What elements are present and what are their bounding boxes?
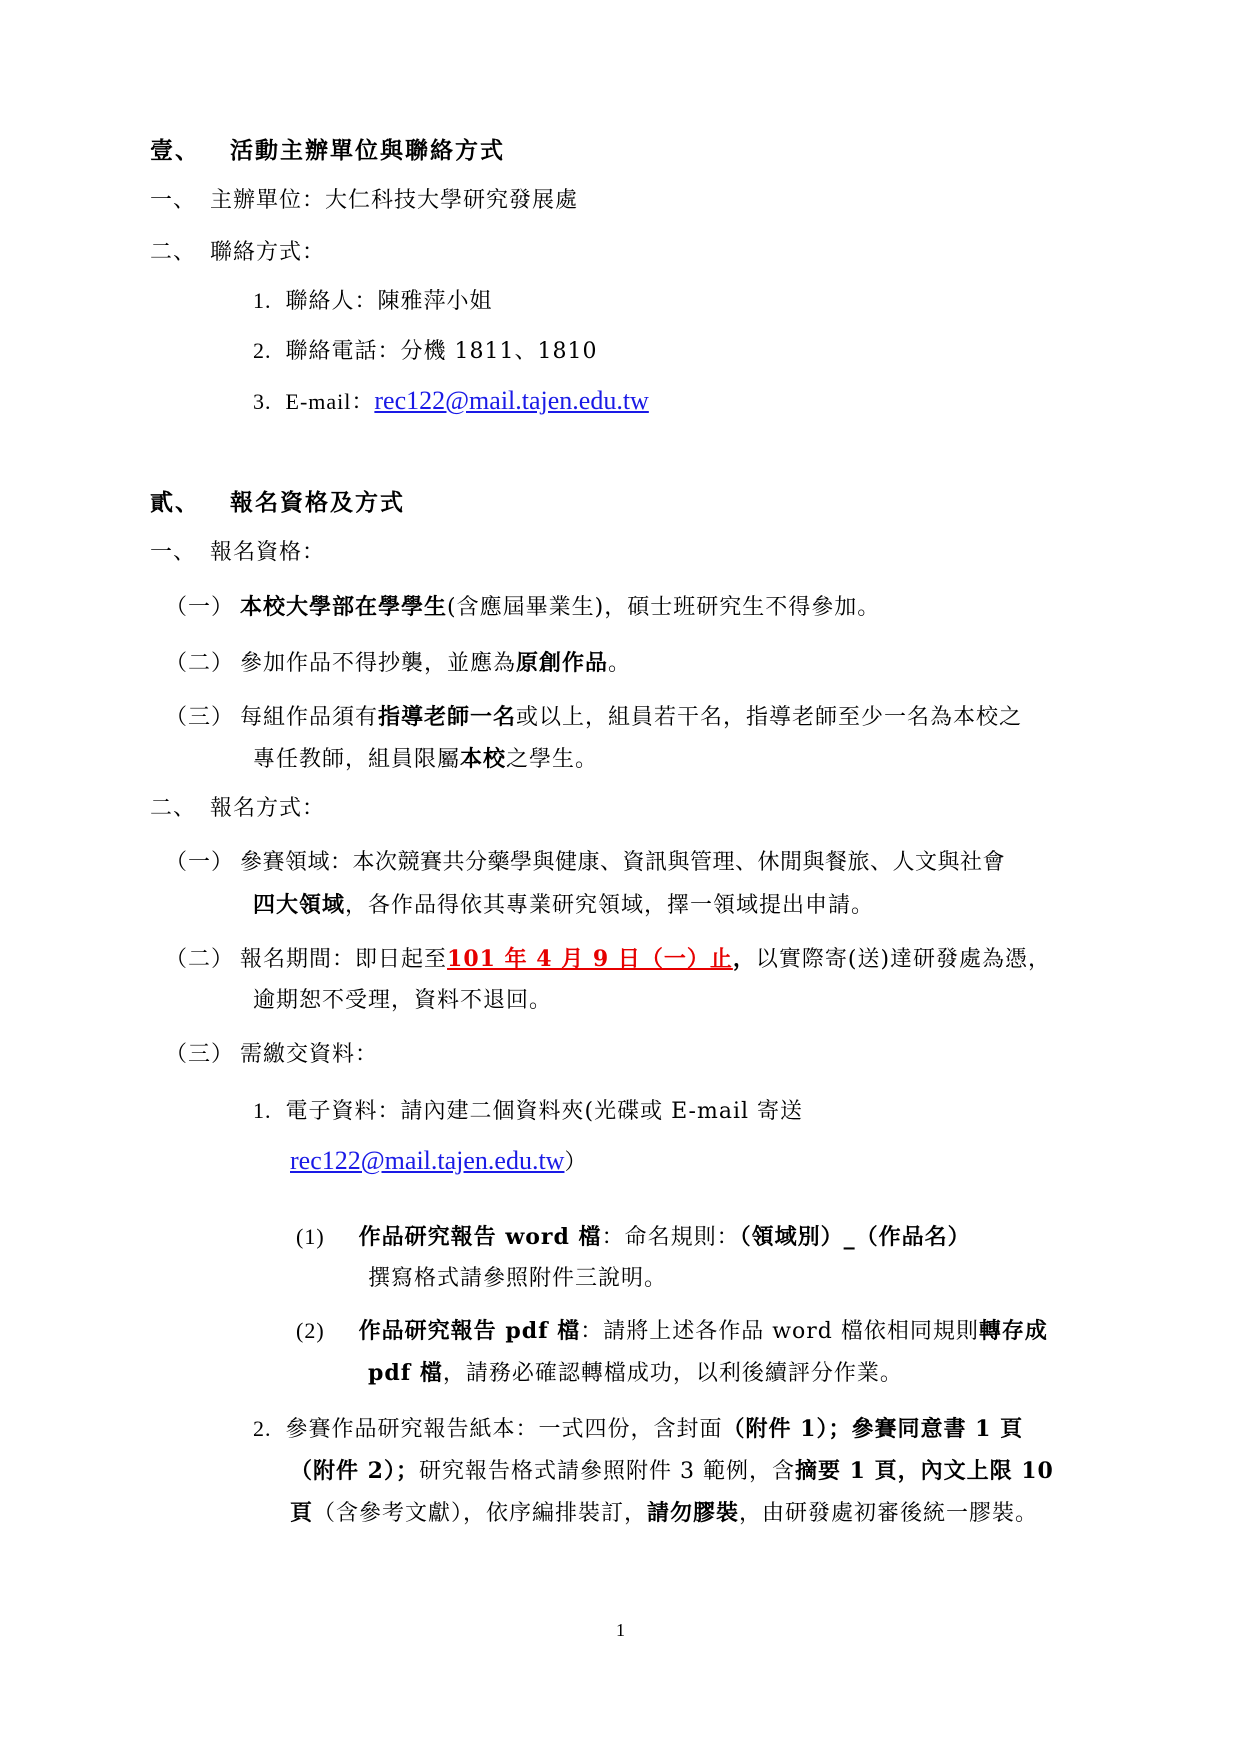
paper-copy-line: 2. 參賽作品研究報告紙本：一式四份，含封面（附件 1）；參賽同意書 1 頁: [253, 1416, 1024, 1442]
section-1-title: 活動主辦單位與聯絡方式: [230, 137, 505, 164]
section-1-heading: [150, 136, 505, 166]
method-item-3: （三） 需繳交資料：: [165, 1042, 379, 1067]
contact-person-text: 聯絡人：陳雅萍小姐: [285, 289, 493, 314]
electronic-data-email-line: rec122@mail.tajen.edu.tw）: [290, 1146, 588, 1175]
report-pdf-line: (2) 作品研究報告 pdf 檔：請將上述各作品 word 檔依相同規則轉存成: [296, 1318, 1048, 1344]
email-label: E-mail：: [285, 389, 375, 414]
contact-heading-line: 二、 聯絡方式：: [150, 240, 326, 265]
qualification-heading-line: 一、 報名資格：: [150, 540, 326, 565]
contact-person-line: 1. 聯絡人：陳雅萍小姐: [253, 288, 493, 314]
paper-copy-cont-1: （附件 2）；研究報告格式請參照附件 3 範例，含摘要 1 頁，內文上限 10: [290, 1458, 1054, 1484]
contact-phone-text: 聯絡電話：分機 1811、1810: [285, 339, 598, 364]
section-2-mark: 貳、: [150, 489, 200, 516]
submission-email-link[interactable]: rec122@mail.tajen.edu.tw: [290, 1146, 565, 1175]
organizer-line: 一、 主辦單位：大仁科技大學研究發展處: [150, 188, 579, 213]
report-word-line: (1) 作品研究報告 word 檔：命名規則：（領域別）_（作品名）: [296, 1224, 971, 1250]
deadline-text: 101 年 4 月 9 日（一）止: [447, 946, 733, 972]
qualification-item-2: （二） 參加作品不得抄襲，並應為原創作品。: [165, 650, 632, 676]
electronic-data-line: 1. 電子資料：請內建二個資料夾(光碟或 E-mail 寄送: [253, 1098, 804, 1124]
contact-phone-line: 2. 聯絡電話：分機 1811、1810: [253, 338, 598, 364]
email-link[interactable]: rec122@mail.tajen.edu.tw: [374, 386, 649, 415]
method-heading-line: 二、 報名方式：: [150, 796, 326, 821]
section-2-heading: [150, 488, 405, 518]
qualification-heading-text: 報名資格：: [210, 540, 326, 565]
qualification-item-3: （三） 每組作品須有指導老師一名或以上，組員若干名，指導老師至少一名為本校之: [165, 704, 1023, 730]
report-word-cont: 撰寫格式請參照附件三說明。: [368, 1266, 668, 1291]
paper-copy-cont-2: 頁（含參考文獻），依序編排裝訂，請勿膠裝，由研發處初審後統一膠裝。: [290, 1500, 1039, 1526]
method-item-2: （二） 報名期間：即日起至101 年 4 月 9 日（一）止，以實際寄(送)達研發處為憑，: [165, 946, 1052, 972]
method-heading-text: 報名方式：: [210, 796, 326, 821]
report-pdf-cont: pdf 檔，請務必確認轉檔成功，以利後續評分作業。: [368, 1360, 903, 1386]
section-2-title: 報名資格及方式: [230, 489, 405, 516]
page-number: 1: [616, 1620, 625, 1640]
qualification-item-1: （一） 本校大學部在學學生(含應屆畢業生)，碩士班研究生不得參加。: [165, 594, 881, 620]
qualification-item-3-cont: 專任教師，組員限屬本校之學生。: [253, 746, 599, 772]
contact-heading-text: 聯絡方式：: [210, 240, 326, 265]
contact-email-line: 3. E-mail：rec122@mail.tajen.edu.tw: [253, 386, 649, 415]
method-item-2-cont: 逾期恕不受理，資料不退回。: [253, 988, 553, 1013]
method-item-1: （一） 參賽領域：本次競賽共分藥學與健康、資訊與管理、休閒與餐旅、人文與社會: [165, 850, 1006, 875]
method-item-1-cont: 四大領域，各作品得依其專業研究領域，擇一領域提出申請。: [253, 892, 875, 918]
organizer-text: 主辦單位：大仁科技大學研究發展處: [210, 188, 579, 213]
section-1-mark: 壹、: [150, 137, 200, 164]
